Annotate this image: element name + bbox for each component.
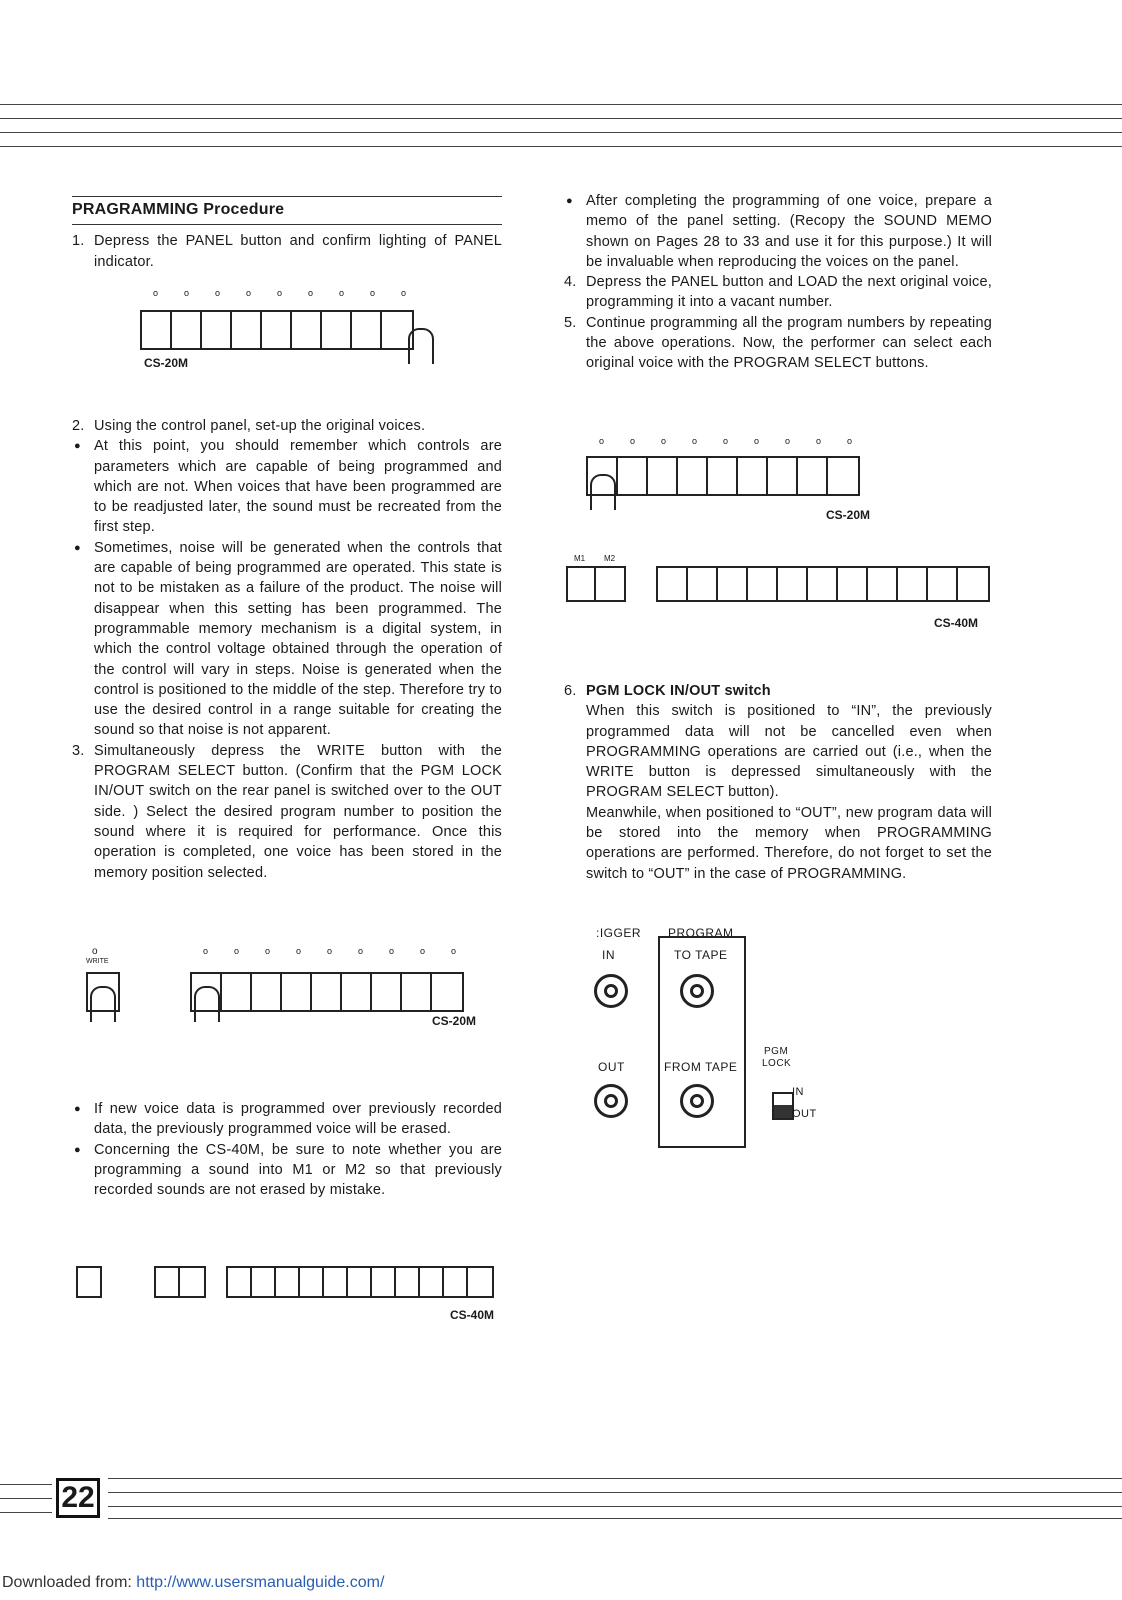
bullet-remember: ● At this point, you should remember which controls are parameters which are capable of being programmed and which are not. When voices that have been programmed are to be readjusted later, the sound must be recreated from the first step. — [72, 436, 502, 537]
diagram-label: CS-20M — [432, 1014, 477, 1028]
to-tape-label: TO TAPE — [674, 948, 728, 962]
program-button-row-5 — [656, 566, 990, 602]
program-button-row-2 — [190, 972, 464, 1012]
diagram-label: CS-20M — [144, 356, 189, 370]
left-column-3 — [72, 1099, 502, 1200]
diagram-cs20m-select — [586, 436, 886, 526]
header-rule-2 — [0, 118, 1122, 119]
memory-button-row-2 — [566, 566, 626, 602]
diagram-label: CS-40M — [934, 616, 979, 630]
step-6-para-1: When this switch is positioned to “IN”, the previously programmed data will not be cancelled even when PROGRAMMING operations are carried out (i.e., when the WRITE button is depressed simultaneously with the PROGRAM SELECT button). — [586, 703, 992, 801]
to-tape-jack — [680, 974, 714, 1008]
m1-label: M1 — [574, 554, 586, 563]
from-tape-jack — [680, 1084, 714, 1118]
page-number: 22 — [56, 1478, 100, 1518]
finger-icon — [90, 986, 116, 1022]
indicator-lamps-2: o o o o o o o o o — [202, 946, 456, 956]
footer-rule-left-2 — [0, 1498, 52, 1499]
indicator-lamps: o o o o o o o o o — [152, 288, 406, 298]
switch-in-label: IN — [792, 1086, 804, 1098]
from-tape-label: FROM TAPE — [664, 1060, 738, 1074]
footer-rule-left-1 — [0, 1484, 52, 1485]
header-rule-4 — [0, 146, 1122, 147]
footer-rule-2 — [108, 1492, 1122, 1493]
step-1: 1. Depress the PANEL button and confirm lighting of PANEL indicator. — [72, 233, 502, 270]
write-lamp: o — [92, 946, 98, 957]
bullet-noise: ● Sometimes, noise will be generated when the controls that are capable of being programmed are operated. This state is not to be mistaken as a failure of the product. The noise will disappear when this setting has been programmed. The programmable memory mechanism is a digital system, in which the control voltage obtained through the operation of the control will vary in steps. Noise is generated when the control is positioned to the middle of the step. Therefore try to use the desired control in a range suitable for creating the sound so that noise is not apparent. — [72, 538, 502, 741]
footer-rule-4 — [108, 1518, 1122, 1519]
trigger-label: :IGGER — [596, 926, 642, 940]
indicator-lamps-3: o o o o o o o o o — [598, 436, 852, 446]
step-5: 5. Continue programming all the program numbers by repeating the above operations. Now, the performer can select each original voice with the PROGRAM SELECT buttons. — [564, 314, 992, 372]
right-column-2 — [564, 681, 992, 884]
footer-rule-3 — [108, 1506, 1122, 1507]
trigger-out-jack — [594, 1084, 628, 1118]
diagram-cs40m-write — [76, 1248, 506, 1328]
write-label: WRITE — [86, 958, 109, 965]
footer-rule-left-3 — [0, 1512, 52, 1513]
diagram-cs40m-select — [566, 544, 996, 634]
write-button — [76, 1266, 102, 1298]
step-6-title: 6. PGM LOCK IN/OUT switch — [564, 683, 771, 699]
lock-label: LOCK — [762, 1058, 792, 1069]
bullet-cs40m: ● Concerning the CS-40M, be sure to note whether you are programming a sound into M1 or M2 so that previously recorded sounds are not erased by mistake. — [72, 1140, 502, 1201]
m2-label: M2 — [604, 554, 616, 563]
diagram-cs20m-write — [86, 946, 486, 1036]
footer-rule-1 — [108, 1478, 1122, 1479]
header-rule-1 — [0, 104, 1122, 105]
memory-button-row — [154, 1266, 206, 1298]
trigger-out-label: OUT — [598, 1060, 625, 1074]
section-heading: PRAGRAMMING Procedure — [72, 201, 285, 218]
switch-out-label: OUT — [792, 1108, 817, 1120]
diagram-label: CS-20M — [826, 508, 871, 522]
bullet-memo: ● After completing the programming of one voice, prepare a memo of the panel setting. (Recopy the SOUND MEMO shown on Pages 28 to 33 and use it for this purpose.) It will be invaluable when reproducing the voices on the panel. — [564, 191, 992, 272]
download-credit — [2, 1574, 384, 1592]
trigger-in-label: IN — [602, 948, 615, 962]
finger-icon — [194, 986, 220, 1022]
left-column — [72, 196, 502, 272]
step-2: 2. Using the control panel, set-up the original voices. — [72, 418, 426, 434]
pgm-label: PGM — [764, 1046, 789, 1057]
step-4: 4. Depress the PANEL button and LOAD the next original voice, programming it into a vacant number. — [564, 274, 992, 311]
download-prefix: Downloaded from: — [2, 1574, 137, 1591]
bullet-overwrite: ● If new voice data is programmed over previously recorded data, the previously programmed voice will be erased. — [72, 1099, 502, 1140]
rear-panel-diagram — [596, 922, 836, 1152]
right-column — [564, 191, 992, 374]
diagram-label: CS-40M — [450, 1308, 495, 1322]
finger-icon — [408, 328, 434, 364]
pgm-lock-switch[interactable] — [772, 1092, 794, 1120]
program-button-row — [140, 310, 414, 350]
step-3: 3. Simultaneously depress the WRITE button with the PROGRAM SELECT button. (Confirm that the PGM LOCK IN/OUT switch on the rear panel is switched over to the OUT side. ) Select the desired program number to position the sound where it is required for performance. Once this operation is completed, one voice has been stored in the memory position selected. — [72, 742, 502, 881]
download-link[interactable]: http://www.usersmanualguide.com/ — [136, 1574, 385, 1591]
program-button-row-4 — [586, 456, 860, 496]
header-rule-3 — [0, 132, 1122, 133]
program-label: PROGRAM — [668, 926, 734, 940]
finger-icon — [590, 474, 616, 510]
program-button-row-3 — [226, 1266, 494, 1298]
trigger-in-jack — [594, 974, 628, 1008]
step-6-para-2: Meanwhile, when positioned to “OUT”, new program data will be stored into the memory when PROGRAMMING operations are performed. Therefore, do not forget to set the switch to “OUT” in the case of PROGRAMMING. — [586, 804, 992, 882]
diagram-cs20m-panel — [140, 288, 440, 378]
left-column-2 — [72, 416, 502, 883]
